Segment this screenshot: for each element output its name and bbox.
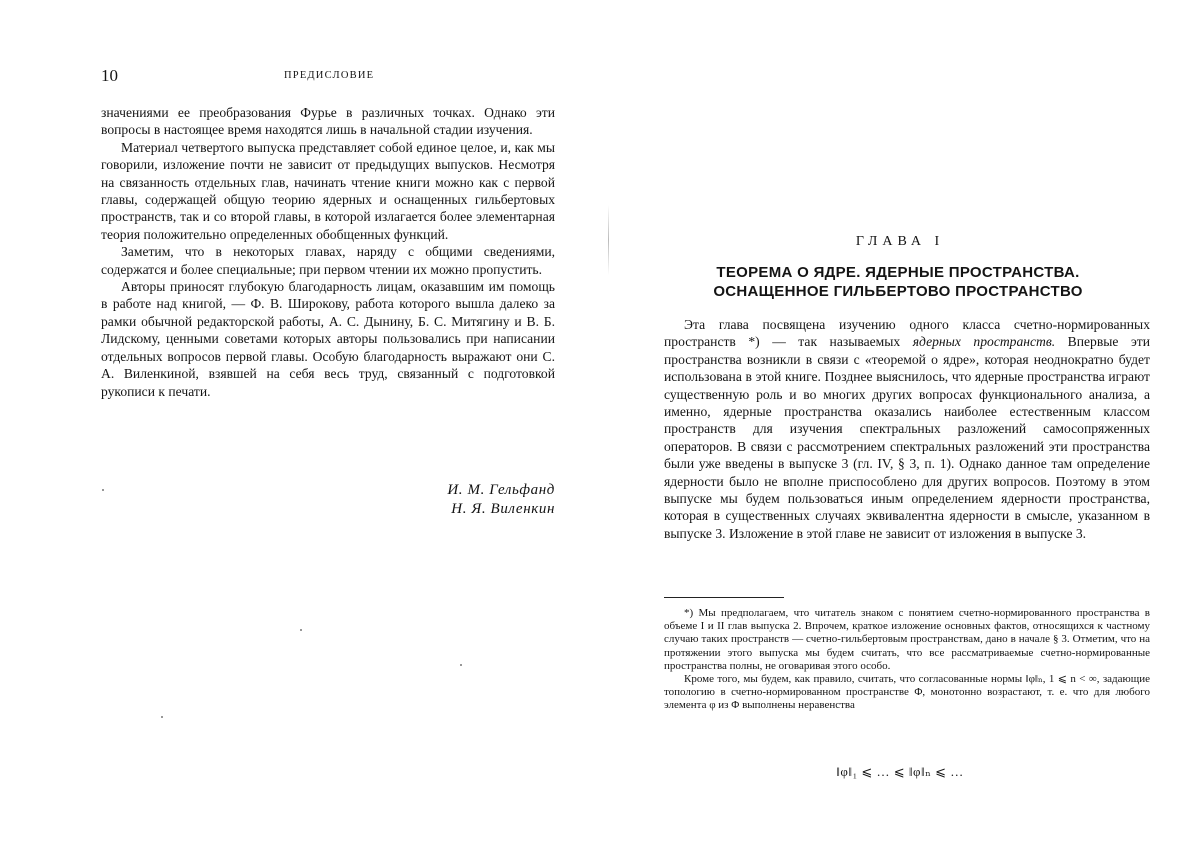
formula: ‖φ‖₁ ⩽ … ⩽ ‖φ‖ₙ ⩽ …	[836, 764, 964, 779]
right-page	[600, 0, 1200, 848]
paragraph: значениями ее преобразования Фурье в различных точках. Однако эти вопросы в настоящее время находятся лишь в начальной стадии изучения.	[101, 105, 555, 138]
paragraph	[664, 316, 1150, 542]
scan-speck	[300, 629, 302, 631]
paragraph: Авторы приносят глубокую благодарность лицам, оказавшим им помощь в работе над книгой, — Ф. В. Широкову, работа которого вышла далеко за рамки обычной редакторской работы, А. С. Дынину, Б. С. Митягину и В. Б. Лидскому, ценными советами которых авторы пользовались при написании отдельных вопросов первой главы. Особую благодарность выражают они С. А. Виленкиной, взявшей на себя весь труд, связанный с подготовкой рукописи к печати.	[101, 279, 555, 399]
footnote-paragraph: *) Мы предполагаем, что читатель знаком с понятием счетно-нормированного пространства в объеме I и II глав выпуска 2. Впрочем, краткое изложение основных фактов, относящихся к частному случаю таких пространств — счетно-гильбертовым пространствам, дано в начале § 3. Отметим, что на протяжении этого выпуска мы будем считать, что все рассматриваемые счетно-нормированные пространства полны, не оговаривая этого особо.	[664, 607, 1150, 672]
chapter-title-line: ТЕОРЕМА О ЯДРЕ. ЯДЕРНЫЕ ПРОСТРАНСТВА.	[716, 264, 1080, 281]
footnote	[664, 607, 1150, 713]
paragraph-text: Эта глава посвящена изучению одного класса счетно-нормированных пространств *) — так называемых	[664, 317, 1150, 350]
author-name: Н. Я. Виленкин	[451, 501, 555, 517]
footnote-rule	[664, 597, 784, 598]
scan-speck	[102, 489, 104, 491]
preface-body	[101, 104, 555, 400]
emphasis-text: ядерных пространств.	[912, 334, 1056, 350]
footnote-paragraph: Кроме того, мы будем, как правило, считать, что согласованные нормы ‖φ‖ₙ, 1 ⩽ n < ∞, задающие топологию в счетно-нормированном пространстве Φ, монотонно возрастают, т. е. что для любого элемента φ из Φ выполнены неравенства	[664, 673, 1150, 712]
author-name: И. М. Гельфанд	[447, 482, 555, 498]
paragraph: Материал четвертого выпуска представляет собой единое целое, и, как мы говорили, изложение почти не зависит от предыдущих выпусков. Несмотря на связанность отдельных глав, начинать чтение книги можно как с первой главы, содержащей общую теорию ядерных и оснащенных гильбертовых пространств, так и со второй главы, в которой излагается более элементарная теория положительно определенных обобщенных функций.	[101, 139, 555, 242]
paragraph-text: Впервые эти пространства возникли в связи с «теоремой о ядре», которая неоднократно будет использована в этой книге. Позднее выяснилось, что ядерные пространства играют существенную роль и во многих других вопросах функционального анализа, а именно, ядерные пространства оказались наиболее естественным классом пространств для изучения спектральных разложений самосопряженных операторов. В связи с рассмотрением спектральных разложений эти пространства были уже введены в выпуске 3 (гл. IV, § 3, п. 1). Однако данное там определение ядерности было не вполне приспособлено для других вопросов. Поэтому в этом выпуске мы будем пользоваться иным определением ядерности пространства, которая в существенных случаях эквивалентна ядерности в смысле, указанном в выпуске 3. Изложение в этой главе не зависит от изложения в выпуске 3.	[664, 334, 1150, 541]
running-head: ПРЕДИСЛОВИЕ	[284, 70, 375, 81]
scan-speck	[161, 716, 163, 718]
chapter-body	[664, 316, 1150, 542]
scan-speck	[460, 664, 462, 666]
page-number: 10	[101, 66, 118, 85]
author-signatures	[300, 481, 555, 519]
chapter-title-line: ОСНАЩЕННОЕ ГИЛЬБЕРТОВО ПРОСТРАНСТВО	[713, 283, 1083, 300]
chapter-label: ГЛАВА I	[855, 234, 945, 249]
paragraph: Заметим, что в некоторых главах, наряду с общими сведениями, содержатся и более специальные; при первом чтении их можно пропустить.	[101, 244, 555, 277]
chapter-title	[700, 263, 1096, 301]
